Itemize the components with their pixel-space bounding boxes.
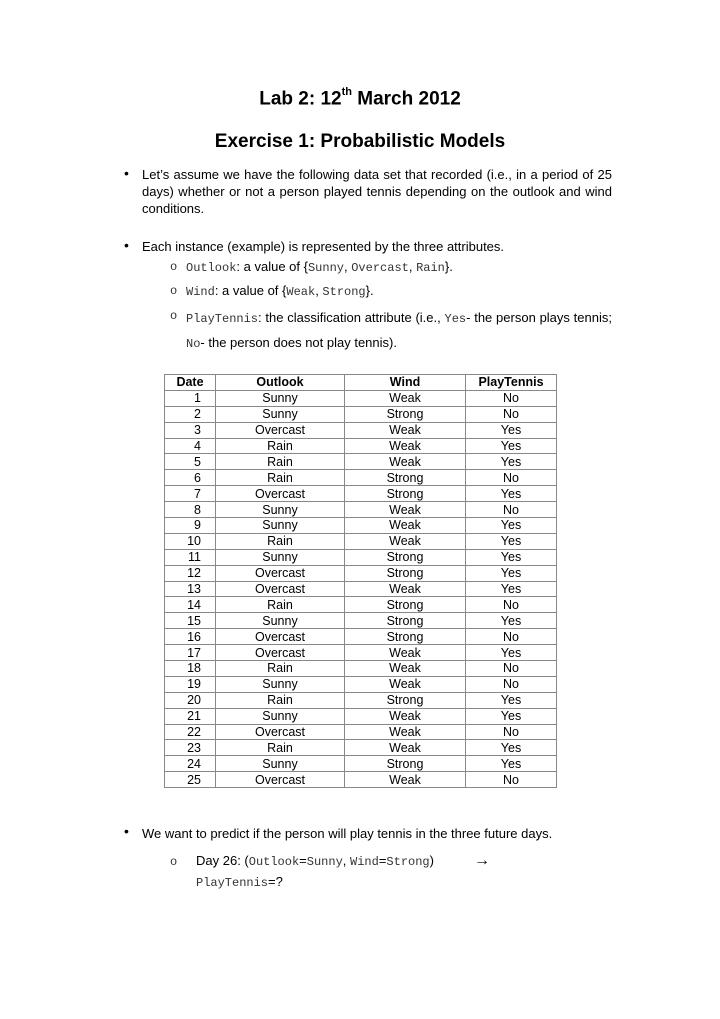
cell-outlook: Rain [216, 692, 345, 708]
cell-playtennis: Yes [466, 740, 557, 756]
cell-wind: Weak [345, 645, 466, 661]
cell-wind: Weak [345, 533, 466, 549]
cell-outlook: Overcast [216, 486, 345, 502]
sub-bullet-marker: o [170, 855, 178, 869]
cell-date: 6 [165, 470, 216, 486]
cell-wind: Weak [345, 502, 466, 518]
table-row [165, 613, 557, 629]
wind-attribute-line: Wind: a value of {Weak, Strong}. [186, 283, 374, 299]
intro-paragraph: Let’s assume we have the following data set that recorded (i.e., in a period of 25 days) whether or not a person played tennis depending on the outlook and wind conditions. [142, 167, 612, 216]
cell-outlook: Rain [216, 454, 345, 470]
cell-playtennis: No [466, 724, 557, 740]
cell-playtennis: Yes [466, 613, 557, 629]
sub-bullet-marker: o [170, 260, 178, 274]
cell-outlook: Overcast [216, 724, 345, 740]
playtennis-attribute-line: PlayTennis: the classification attribute (i.e., Yes- the person plays tennis; No- the person does not play tennis). [186, 310, 612, 351]
table-row [165, 756, 557, 772]
table-row [165, 692, 557, 708]
table-row [165, 486, 557, 502]
arrow-icon: → [473, 852, 490, 869]
cell-playtennis: Yes [466, 565, 557, 581]
cell-wind: Strong [345, 629, 466, 645]
cell-date: 23 [165, 740, 216, 756]
cell-date: 22 [165, 724, 216, 740]
outlook-attribute-line: Outlook: a value of {Sunny, Overcast, Rain}. [186, 259, 453, 275]
cell-outlook: Overcast [216, 772, 345, 788]
cell-outlook: Sunny [216, 518, 345, 534]
cell-date: 25 [165, 772, 216, 788]
cell-playtennis: Yes [466, 549, 557, 565]
cell-playtennis: No [466, 597, 557, 613]
cell-wind: Strong [345, 470, 466, 486]
cell-outlook: Rain [216, 438, 345, 454]
cell-wind: Weak [345, 581, 466, 597]
sub-bullet-marker: o [170, 284, 178, 298]
table-row [165, 661, 557, 677]
table-row [165, 629, 557, 645]
cell-playtennis: Yes [466, 708, 557, 724]
cell-playtennis: Yes [466, 438, 557, 454]
cell-date: 12 [165, 565, 216, 581]
header-outlook: Outlook [216, 375, 345, 391]
cell-playtennis: Yes [466, 518, 557, 534]
table-row [165, 772, 557, 788]
cell-date: 17 [165, 645, 216, 661]
title-superscript: th [341, 86, 352, 98]
cell-playtennis: Yes [466, 486, 557, 502]
cell-date: 20 [165, 692, 216, 708]
cell-date: 16 [165, 629, 216, 645]
cell-playtennis: No [466, 661, 557, 677]
cell-date: 2 [165, 406, 216, 422]
cell-date: 14 [165, 597, 216, 613]
cell-date: 19 [165, 676, 216, 692]
cell-wind: Weak [345, 724, 466, 740]
cell-outlook: Rain [216, 533, 345, 549]
table-row [165, 645, 557, 661]
table-row [165, 581, 557, 597]
cell-playtennis: Yes [466, 756, 557, 772]
cell-outlook: Overcast [216, 565, 345, 581]
cell-playtennis: No [466, 502, 557, 518]
cell-wind: Strong [345, 565, 466, 581]
cell-wind: Weak [345, 422, 466, 438]
cell-wind: Strong [345, 613, 466, 629]
header-playtennis: PlayTennis [466, 375, 557, 391]
table-header-row [165, 375, 557, 391]
table-row [165, 597, 557, 613]
cell-wind: Weak [345, 390, 466, 406]
cell-playtennis: No [466, 676, 557, 692]
page-title: Lab 2: 12th March 2012 [259, 86, 461, 110]
table-row [165, 724, 557, 740]
cell-outlook: Overcast [216, 581, 345, 597]
cell-date: 11 [165, 549, 216, 565]
cell-playtennis: Yes [466, 692, 557, 708]
cell-date: 4 [165, 438, 216, 454]
cell-playtennis: No [466, 406, 557, 422]
cell-wind: Weak [345, 772, 466, 788]
table-row [165, 502, 557, 518]
table-row [165, 422, 557, 438]
cell-playtennis: Yes [466, 422, 557, 438]
cell-date: 5 [165, 454, 216, 470]
cell-wind: Weak [345, 708, 466, 724]
table-row [165, 740, 557, 756]
cell-playtennis: Yes [466, 645, 557, 661]
cell-playtennis: Yes [466, 581, 557, 597]
cell-date: 9 [165, 518, 216, 534]
cell-outlook: Sunny [216, 502, 345, 518]
cell-date: 13 [165, 581, 216, 597]
cell-outlook: Rain [216, 470, 345, 486]
bullet-marker: • [124, 165, 129, 181]
table-row [165, 549, 557, 565]
table-row [165, 406, 557, 422]
header-wind: Wind [345, 375, 466, 391]
table-row [165, 470, 557, 486]
attributes-paragraph: Each instance (example) is represented by the three attributes. [142, 239, 505, 254]
cell-outlook: Sunny [216, 549, 345, 565]
cell-outlook: Overcast [216, 645, 345, 661]
cell-playtennis: Yes [466, 533, 557, 549]
cell-outlook: Rain [216, 597, 345, 613]
cell-date: 18 [165, 661, 216, 677]
cell-date: 21 [165, 708, 216, 724]
table-row [165, 565, 557, 581]
cell-outlook: Sunny [216, 390, 345, 406]
cell-wind: Weak [345, 740, 466, 756]
cell-wind: Strong [345, 406, 466, 422]
cell-date: 8 [165, 502, 216, 518]
cell-wind: Weak [345, 438, 466, 454]
cell-wind: Strong [345, 597, 466, 613]
cell-outlook: Sunny [216, 756, 345, 772]
cell-outlook: Sunny [216, 676, 345, 692]
cell-date: 7 [165, 486, 216, 502]
cell-wind: Strong [345, 549, 466, 565]
cell-playtennis: Yes [466, 454, 557, 470]
cell-wind: Weak [345, 518, 466, 534]
cell-outlook: Sunny [216, 708, 345, 724]
bullet-marker: • [124, 823, 129, 839]
cell-outlook: Rain [216, 661, 345, 677]
cell-outlook: Sunny [216, 613, 345, 629]
day26-query: Day 26: (Outlook=Sunny, Wind=Strong) → PlayTennis=? [196, 852, 490, 890]
cell-outlook: Overcast [216, 422, 345, 438]
cell-date: 15 [165, 613, 216, 629]
table-row [165, 533, 557, 549]
cell-wind: Weak [345, 661, 466, 677]
table-row [165, 518, 557, 534]
table-row [165, 438, 557, 454]
cell-playtennis: No [466, 470, 557, 486]
tennis-data-table [164, 374, 557, 788]
cell-wind: Weak [345, 676, 466, 692]
cell-wind: Strong [345, 692, 466, 708]
cell-wind: Strong [345, 486, 466, 502]
cell-outlook: Overcast [216, 629, 345, 645]
cell-wind: Strong [345, 756, 466, 772]
cell-date: 1 [165, 390, 216, 406]
cell-wind: Weak [345, 454, 466, 470]
exercise-title: Exercise 1: Probabilistic Models [214, 131, 506, 152]
header-date: Date [165, 375, 216, 391]
cell-outlook: Sunny [216, 406, 345, 422]
table-row [165, 390, 557, 406]
cell-date: 3 [165, 422, 216, 438]
bullet-marker: • [124, 237, 129, 253]
sub-bullet-marker: o [170, 309, 178, 323]
cell-playtennis: No [466, 629, 557, 645]
table-row [165, 708, 557, 724]
cell-playtennis: No [466, 772, 557, 788]
table-row [165, 454, 557, 470]
table-row [165, 676, 557, 692]
cell-date: 10 [165, 533, 216, 549]
cell-date: 24 [165, 756, 216, 772]
prediction-paragraph: We want to predict if the person will play tennis in the three future days. [142, 826, 553, 841]
cell-outlook: Rain [216, 740, 345, 756]
cell-playtennis: No [466, 390, 557, 406]
